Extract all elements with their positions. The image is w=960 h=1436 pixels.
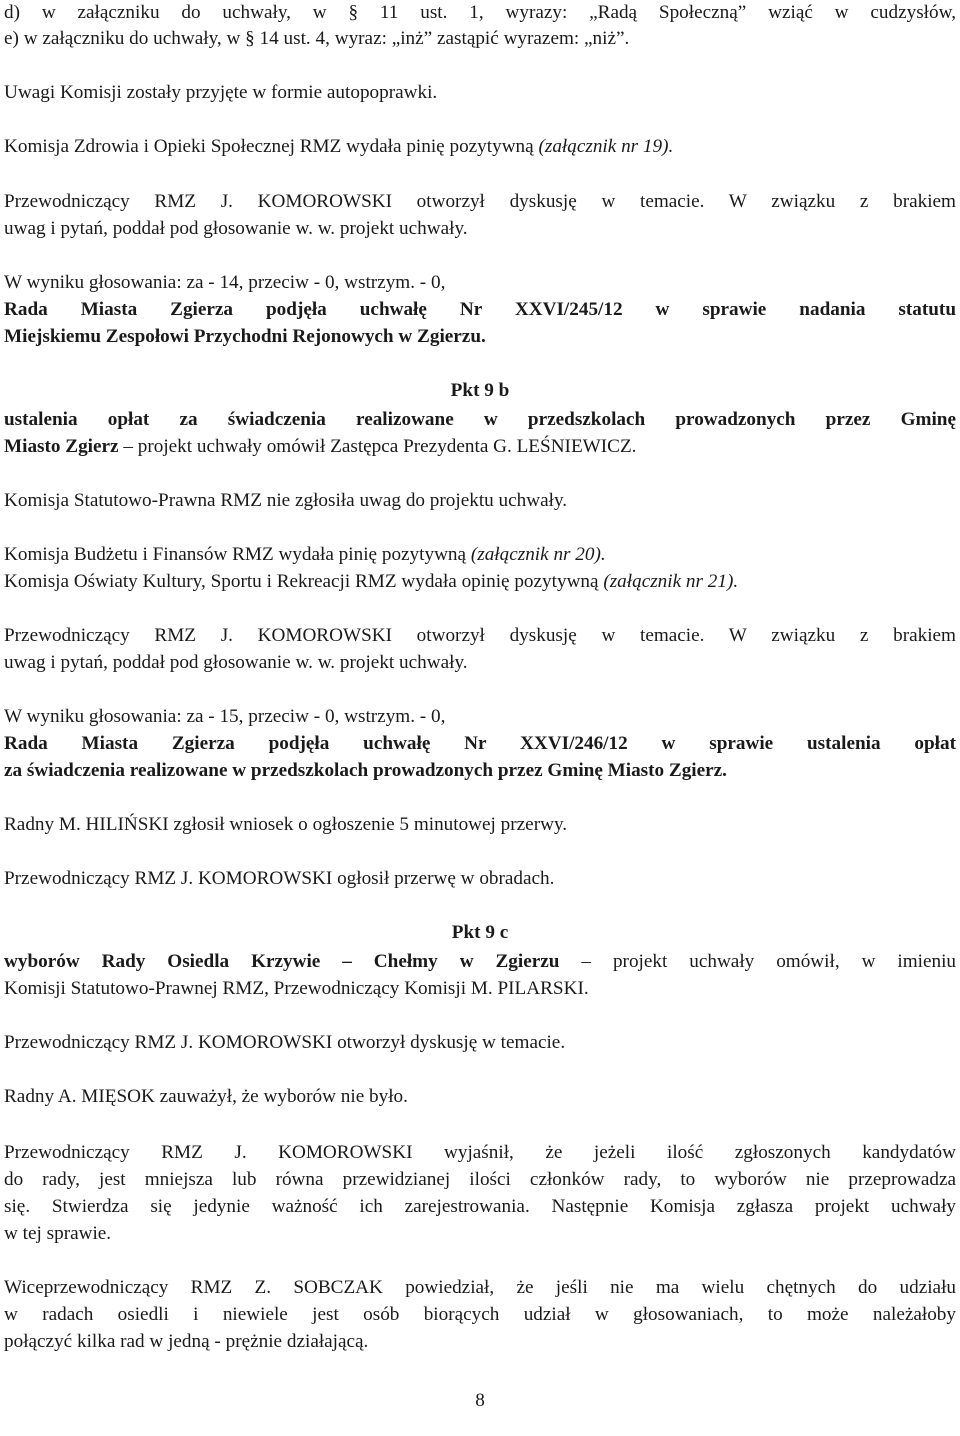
amendment-e: e) w załączniku do uchwały, w § 14 ust. 4, wyraz: „inż” zastąpić wyrazem: „niż”. bbox=[4, 28, 630, 49]
amendment-d: d) w załączniku do uchwały, w § 11 ust. 1, wyrazy: „Radą Społeczną” wziąć w cudzysłów, bbox=[4, 2, 956, 23]
paragraph-text bbox=[4, 434, 636, 461]
text-span: Komisja Zdrowia i Opieki Społecznej RMZ wydała pinię pozytywną bbox=[4, 136, 539, 157]
paragraph-text: Przewodniczący RMZ J. KOMOROWSKI ogłosił przerwę w obradach. bbox=[4, 868, 555, 889]
attachment-reference: (załącznik nr 20). bbox=[470, 544, 606, 565]
paragraph-text: Komisja Statutowo-Prawna RMZ nie zgłosiła uwag do projektu uchwały. bbox=[4, 490, 568, 511]
text-span: – projekt uchwały omówił, w imieniu bbox=[559, 951, 956, 972]
paragraph-text: Uwagi Komisji zostały przyjęte w formie autopoprawki. bbox=[4, 82, 438, 103]
paragraph-text: Radny M. HILIŃSKI zgłosił wniosek o ogłoszenie 5 minutowej przerwy. bbox=[4, 814, 568, 835]
text-span: Komisja Budżetu i Finansów RMZ wydała pinię pozytywną bbox=[4, 544, 471, 565]
attachment-reference: (załącznik nr 21). bbox=[603, 571, 739, 592]
paragraph-text: Przewodniczący RMZ J. KOMOROWSKI otworzył dyskusję w temacie. bbox=[4, 1032, 566, 1053]
vote-result: W wyniku głosowania: za - 15, przeciw - 0, wstrzym. - 0, bbox=[4, 706, 446, 727]
text-span: Komisja Oświaty Kultury, Sportu i Rekreacji RMZ wydała opinię pozytywną bbox=[4, 571, 604, 592]
paragraph-text bbox=[4, 949, 956, 976]
paragraph-text: Komisji Statutowo-Prawnej RMZ, Przewodniczący Komisji M. PILARSKI. bbox=[4, 978, 589, 999]
vote-result: W wyniku głosowania: za - 14, przeciw - 0, wstrzym. - 0, bbox=[4, 272, 446, 293]
resolution-title: Rada Miasta Zgierza podjęła uchwałę Nr XXVI/246/12 w sprawie ustalenia opłat bbox=[4, 733, 956, 754]
section-subject: Miasto Zgierz bbox=[4, 436, 119, 457]
section-subject: ustalenia opłat za świadczenia realizowane w przedszkolach prowadzonych przez Gminę bbox=[4, 409, 956, 430]
paragraph-text: do rady, jest mniejsza lub równa przewidzianej ilości członków rady, to wyborów nie przeprowadza bbox=[4, 1169, 956, 1190]
text-span: – projekt uchwały omówił Zastępca Prezydenta G. LEŚNIEWICZ. bbox=[118, 436, 637, 457]
paragraph-text: się. Stwierdza się jedynie ważność ich zarejestrowania. Następnie Komisja zgłasza projekt uchwały bbox=[4, 1196, 956, 1217]
paragraph-text bbox=[4, 569, 738, 596]
document-page bbox=[4, 0, 956, 1436]
paragraph-text: uwag i pytań, poddał pod głosowanie w. w. projekt uchwały. bbox=[4, 218, 468, 239]
paragraph-text bbox=[4, 134, 673, 161]
paragraph-text: Przewodniczący RMZ J. KOMOROWSKI otworzył dyskusję w temacie. W związku z brakiem bbox=[4, 625, 956, 646]
paragraph-text: Radny A. MIĘSOK zauważył, że wyborów nie było. bbox=[4, 1086, 408, 1107]
page-number: 8 bbox=[475, 1390, 485, 1411]
paragraph-text: w radach osiedli i niewiele jest osób biorących udział w głosowaniach, to może należałoby bbox=[4, 1304, 956, 1325]
paragraph-text: w tej sprawie. bbox=[4, 1223, 112, 1244]
paragraph-text bbox=[4, 542, 606, 569]
resolution-title: Rada Miasta Zgierza podjęła uchwałę Nr XXVI/245/12 w sprawie nadania statutu bbox=[4, 299, 956, 320]
section-heading: Pkt 9 c bbox=[451, 922, 509, 943]
paragraph-text: uwag i pytań, poddał pod głosowanie w. w. projekt uchwały. bbox=[4, 652, 468, 673]
attachment-reference: (załącznik nr 19). bbox=[538, 136, 674, 157]
section-heading: Pkt 9 b bbox=[450, 380, 510, 401]
paragraph-text: Przewodniczący RMZ J. KOMOROWSKI wyjaśnił, że jeżeli ilość zgłoszonych kandydatów bbox=[4, 1142, 956, 1163]
resolution-title: Miejskiemu Zespołowi Przychodni Rejonowych w Zgierzu. bbox=[4, 326, 486, 347]
paragraph-text: Wiceprzewodniczący RMZ Z. SOBCZAK powiedział, że jeśli nie ma wielu chętnych do udziału bbox=[4, 1277, 956, 1298]
paragraph-text: Przewodniczący RMZ J. KOMOROWSKI otworzył dyskusję w temacie. W związku z brakiem bbox=[4, 191, 956, 212]
resolution-title: za świadczenia realizowane w przedszkolach prowadzonych przez Gminę Miasto Zgierz. bbox=[4, 760, 727, 781]
section-subject: wyborów Rady Osiedla Krzywie – Chełmy w Zgierzu bbox=[4, 951, 560, 972]
paragraph-text: połączyć kilka rad w jedną - prężnie działającą. bbox=[4, 1331, 369, 1352]
